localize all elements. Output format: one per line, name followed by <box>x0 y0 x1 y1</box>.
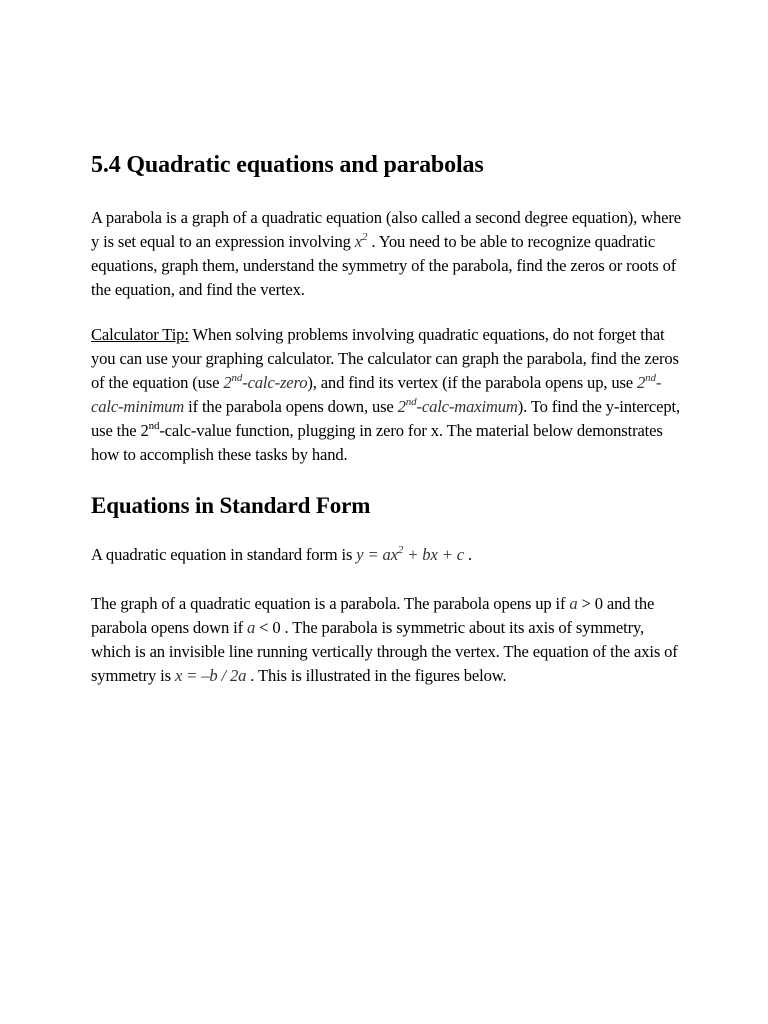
standard-form-equation: $y = ax^2$ + bx + c <box>356 544 464 564</box>
calculator-tip-paragraph <box>91 323 681 467</box>
tip-math-calc-zero: 2nd-calc-zero <box>223 372 308 392</box>
tip-superscript-nd: nd <box>148 420 160 432</box>
desc-math-a-positive: a <box>569 594 578 613</box>
definition-text: A quadratic equation in standard form is <box>91 545 357 564</box>
parabola-description-paragraph <box>91 592 681 688</box>
tip-text-2: ), and find its vertex (if the parabola opens up, use <box>307 373 638 392</box>
desc-text-1: The graph of a quadratic equation is a parabola. The parabola opens up if <box>91 594 570 613</box>
tip-math-calc-minimum: 2nd-calc-minimum <box>91 372 662 416</box>
intro-paragraph <box>91 206 681 302</box>
desc-text-3: < 0 . The parabola is symmetric about its axis of symmetry, which is an invisible line running vertically through the vertex. The equation of the axis of symmetry is <box>91 618 678 685</box>
desc-text-2: > 0 and the parabola opens down if <box>91 594 655 637</box>
definition-end: . <box>463 545 472 564</box>
standard-form-heading: Equations in Standard Form <box>91 493 371 518</box>
intro-text-b: . You need to be able to recognize quadratic equations, graph them, understand the symmetry of the parabola, find the zeros or roots of the equation, and find the vertex. <box>91 232 677 299</box>
desc-math-axis-x: x = –b <box>174 666 218 685</box>
calculator-tip-label: Calculator Tip: <box>91 325 189 344</box>
desc-math-a-negative: a <box>247 618 256 637</box>
intro-text-a: A parabola is a graph of a quadratic equation (also called a second degree equation), where y is set equal to an expression involving <box>91 208 681 251</box>
tip-text-5: -calc-value function, plugging in zero for x. The material below demonstrates how to accomplish these tasks by hand. <box>91 421 663 464</box>
standard-form-definition <box>91 543 681 567</box>
desc-text-5: . This is illustrated in the figures below. <box>246 666 507 685</box>
desc-math-divide: / 2 <box>217 666 239 685</box>
desc-math-axis-a: a <box>238 666 247 685</box>
intro-math-exponent: 2 <box>362 231 368 243</box>
tip-math-calc-maximum: 2nd-calc-maximum <box>397 396 518 416</box>
intro-math-x: $x^2$ <box>354 231 368 251</box>
tip-text-4: ). To find the y-intercept, use the 2 <box>91 397 680 440</box>
page-content <box>91 150 681 688</box>
tip-text-1: When solving problems involving quadratic equations, do not forget that you can use your graphing calculator. The calculator can graph the parabola, find the zeros of the equation (use <box>91 325 679 392</box>
tip-text-3: if the parabola opens down, use <box>184 397 398 416</box>
section-title: 5.4 Quadratic equations and parabolas <box>91 152 484 178</box>
